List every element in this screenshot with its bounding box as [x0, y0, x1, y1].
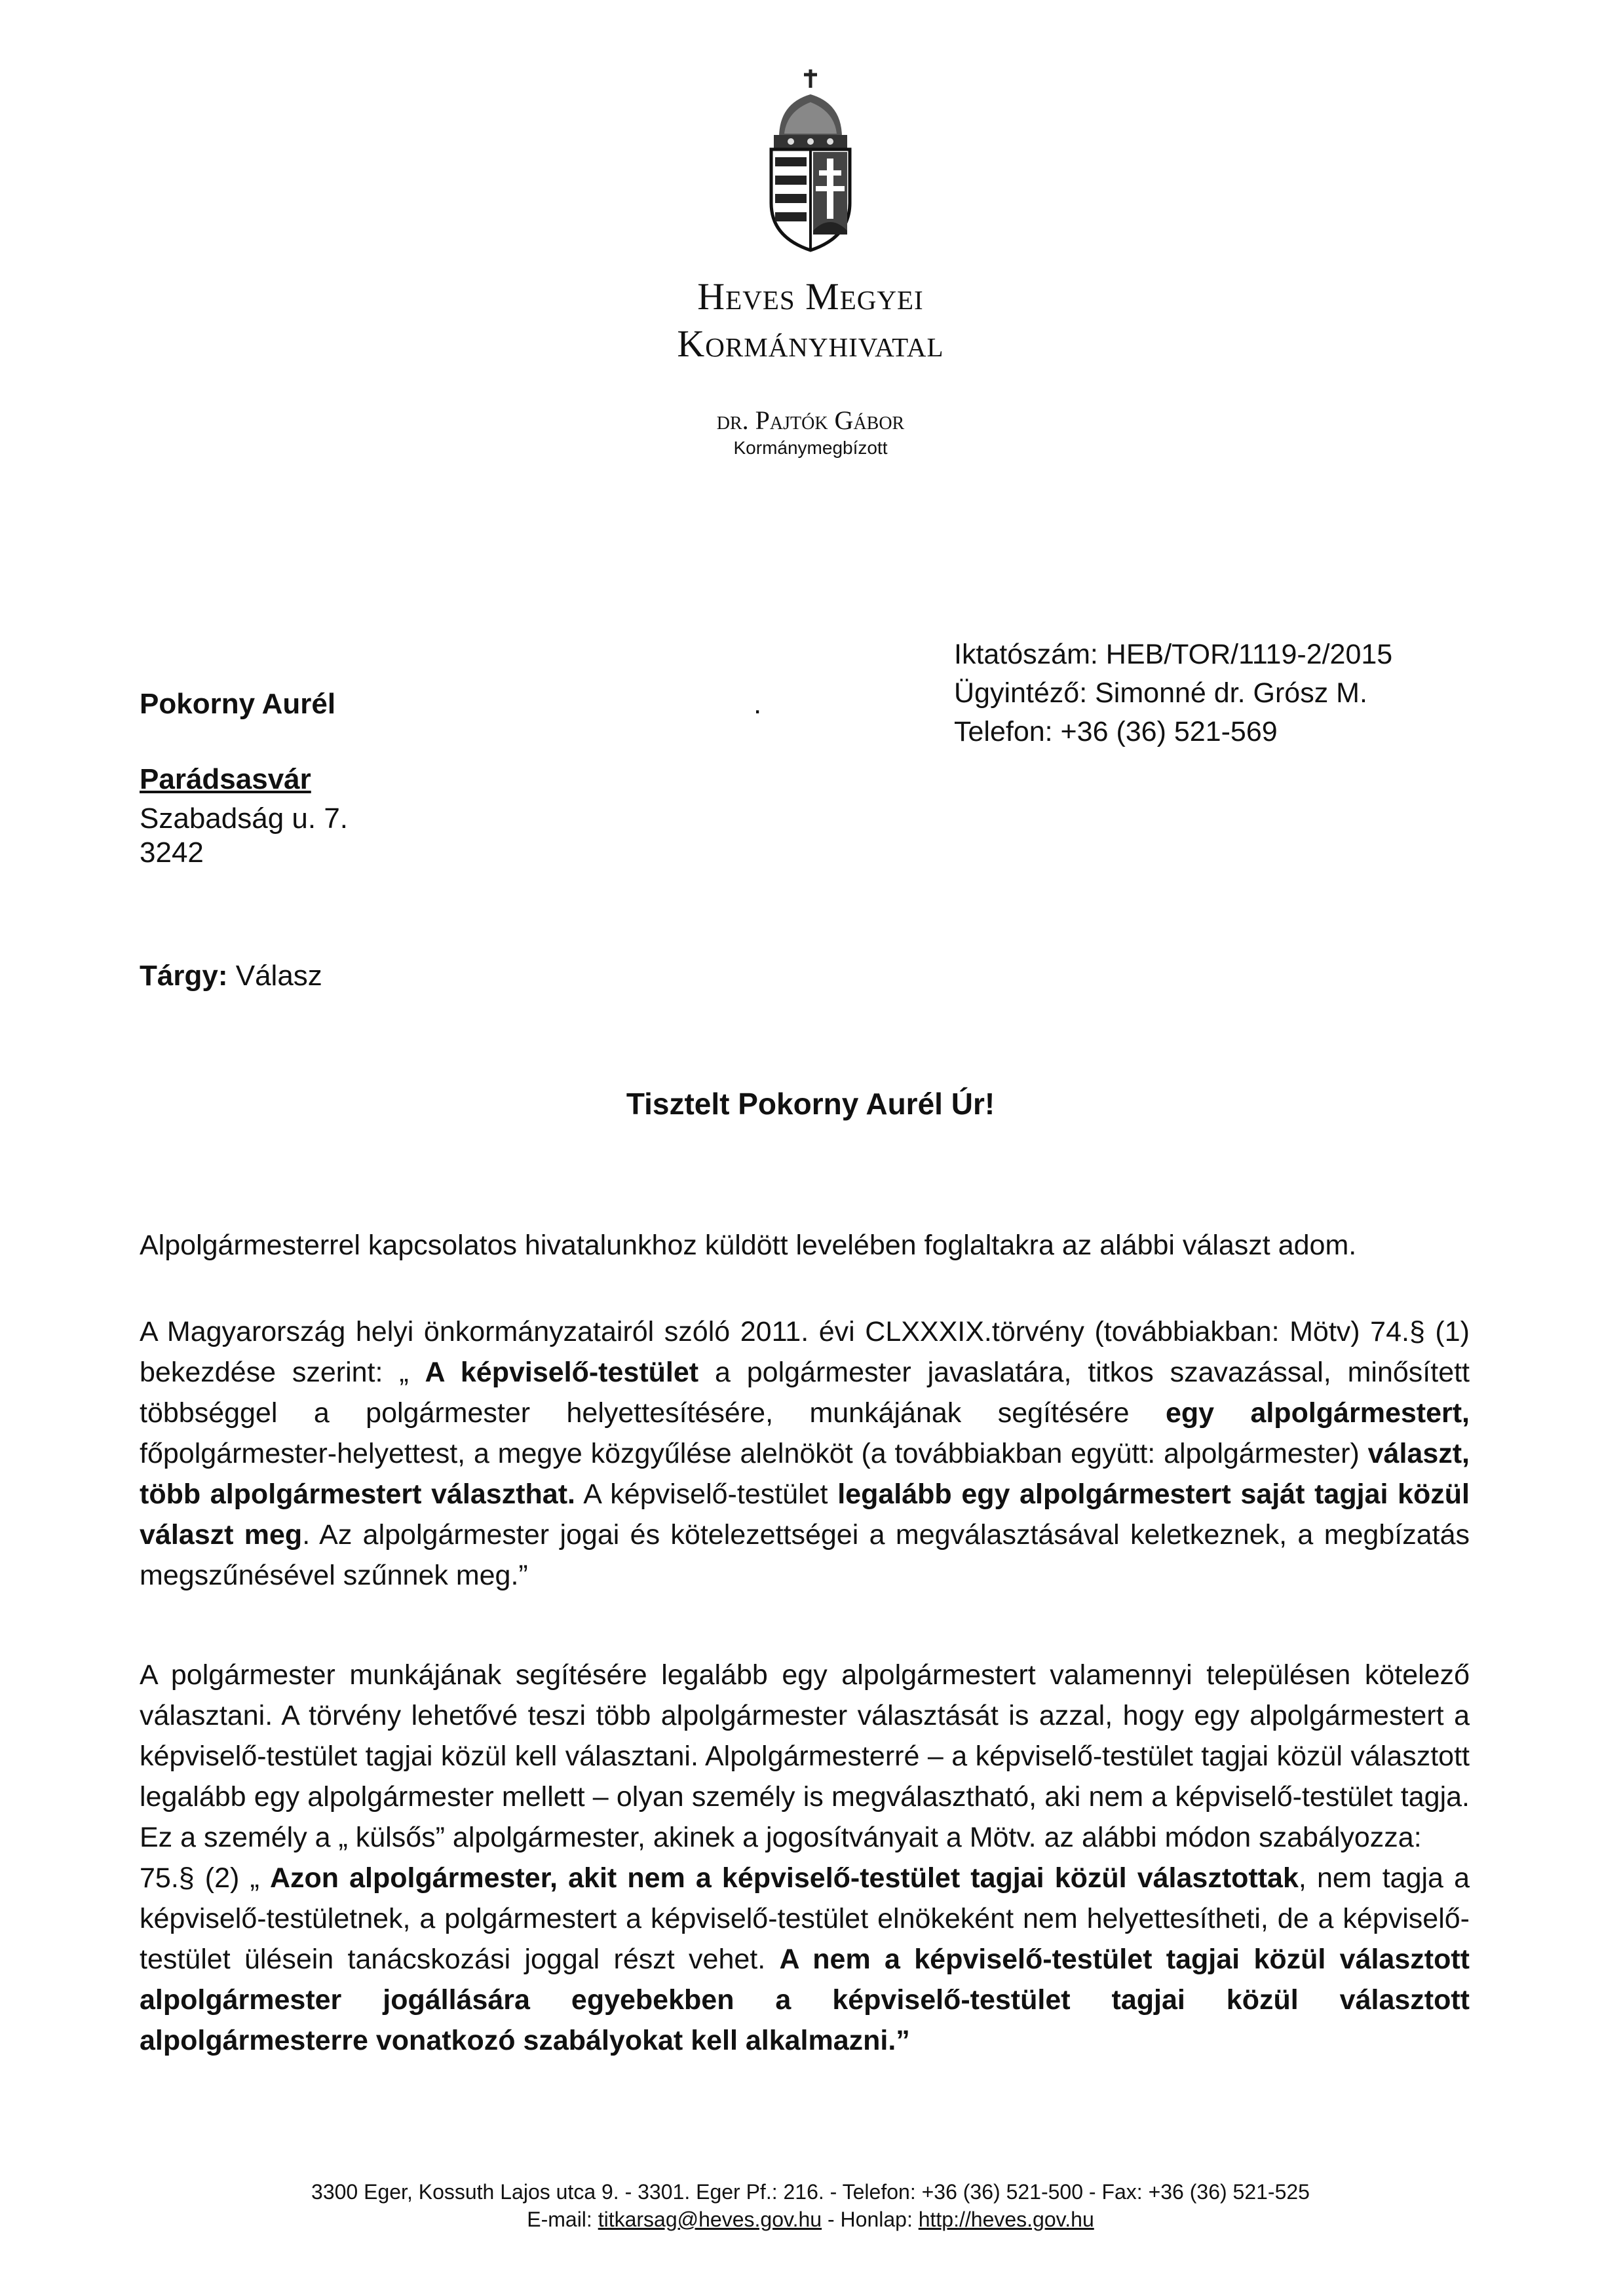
recipient-zip: 3242 [140, 837, 204, 869]
law-bold: választ, több alpolgármestert választhat. [140, 1438, 1470, 1510]
letter-body [140, 1225, 1470, 2061]
greeting: Tisztelt Pokorny Aurél Úr! [626, 1087, 995, 1121]
email-link[interactable]: titkarsag@heves.gov.hu [598, 2208, 822, 2231]
subject-line [140, 956, 322, 996]
intro-paragraph: Alpolgármesterrel kapcsolatos hivatalunkhoz küldött levelében foglaltakra az alábbi választ adom. [140, 1230, 1357, 1261]
subject-value: Válasz [235, 960, 322, 992]
footer-contact [0, 2206, 1621, 2233]
footer-address: 3300 Eger, Kossuth Lajos utca 9. - 3301. Eger Pf.: 216. - Telefon: +36 (36) 521-500 - Fax: +36 (36) 521-525 [311, 2180, 1310, 2204]
law-text: a polgármester javaslatára, titkos szavazással, minősített többséggel a polgármester helyettesítésére, munkájának segítésére [140, 1357, 1470, 1429]
law-text: A képviselő-testület [575, 1478, 838, 1510]
office-name-line1: Heves Megyei [697, 275, 924, 318]
email-label: E-mail: [527, 2208, 598, 2231]
law-bold: egy alpolgármestert, [1165, 1397, 1470, 1429]
clerk: Ügyintéző: Simonné dr. Grósz M. [954, 677, 1367, 709]
explanation-paragraph: A polgármester munkájának segítésére legalább egy alpolgármestert valamennyi településen kötelező választani. A törvény lehetővé teszi több alpolgármester választását is azzal, hogy egy alpolgármestert a képviselő-testület tagjai közül kell választani. Alpolgármesterré – a képviselő-testület tagjai közül választott legalább egy alpolgármester mellett – olyan személy is megválasztható, aki nem a képviselő-testület tagja. Ez a személy a „ külsős” alpolgármester, akinek a jogosítványait a Mötv. az alábbi módon szabályozza: [140, 1659, 1470, 1853]
law-bold: A nem a képviselő-testület tagjai közül választott alpolgármester jogállására egyebekben a képviselő-testület tagjai közül választott alpolgármesterre vonatkozó szabályokat kell alkalmazni.” [140, 1944, 1470, 2056]
law-quote-paragraph [140, 1311, 1470, 1596]
law-bold: Azon alpolgármester, akit nem a képviselő-testület tagjai közül választottak [269, 1862, 1299, 1894]
law-text: 75.§ (2) „ [140, 1862, 270, 1894]
subject-label: Tárgy: [140, 960, 228, 992]
recipient-street: Szabadság u. 7. [140, 802, 349, 835]
law-bold: legalább egy alpolgármestert saját tagjai közül választ meg [140, 1478, 1470, 1551]
recipient-name: Pokorny Aurél [140, 688, 336, 720]
website-link[interactable]: http://heves.gov.hu [918, 2208, 1094, 2231]
hungarian-coat-of-arms-icon [745, 66, 876, 262]
law-quote-paragraph-2 [140, 1858, 1470, 2061]
law-text: , nem tagja a képviselő-testületnek, a polgármestert a képviselő-testület elnökeként nem helyettesítheti, de a képviselő-testület ülésein tanácskozási joggal részt vehet. [140, 1862, 1470, 1975]
officer-name: dr. Pajtók Gábor [716, 405, 905, 435]
law-text: A Magyarország helyi önkormányzatairól szóló 2011. évi CLXXXIX.törvény (továbbiakban: Mötv) 74.§ (1) bekezdése szerint: „ [140, 1316, 1470, 1388]
file-number: Iktatószám: HEB/TOR/1119-2/2015 [954, 639, 1393, 670]
law-bold: A képviselő-testület [425, 1357, 699, 1388]
phone: Telefon: +36 (36) 521-569 [954, 716, 1278, 747]
footer [0, 2178, 1621, 2233]
stray-dot: . [753, 688, 762, 720]
office-name-line2: Kormányhivatal [677, 322, 944, 365]
reference-block [954, 635, 1392, 751]
web-label: - Honlap: [822, 2208, 919, 2231]
officer-title: Kormánymegbízott [733, 438, 888, 458]
law-text: . Az alpolgármester jogai és kötelezettségei a megválasztásával keletkeznek, a megbízatás megszűnésével szűnnek meg.” [140, 1519, 1470, 1591]
recipient-city: Parádsasvár [140, 763, 311, 795]
law-text: főpolgármester-helyettest, a megye közgyűlése alelnököt (a továbbiakban együtt: alpolgármester) [140, 1438, 1368, 1469]
